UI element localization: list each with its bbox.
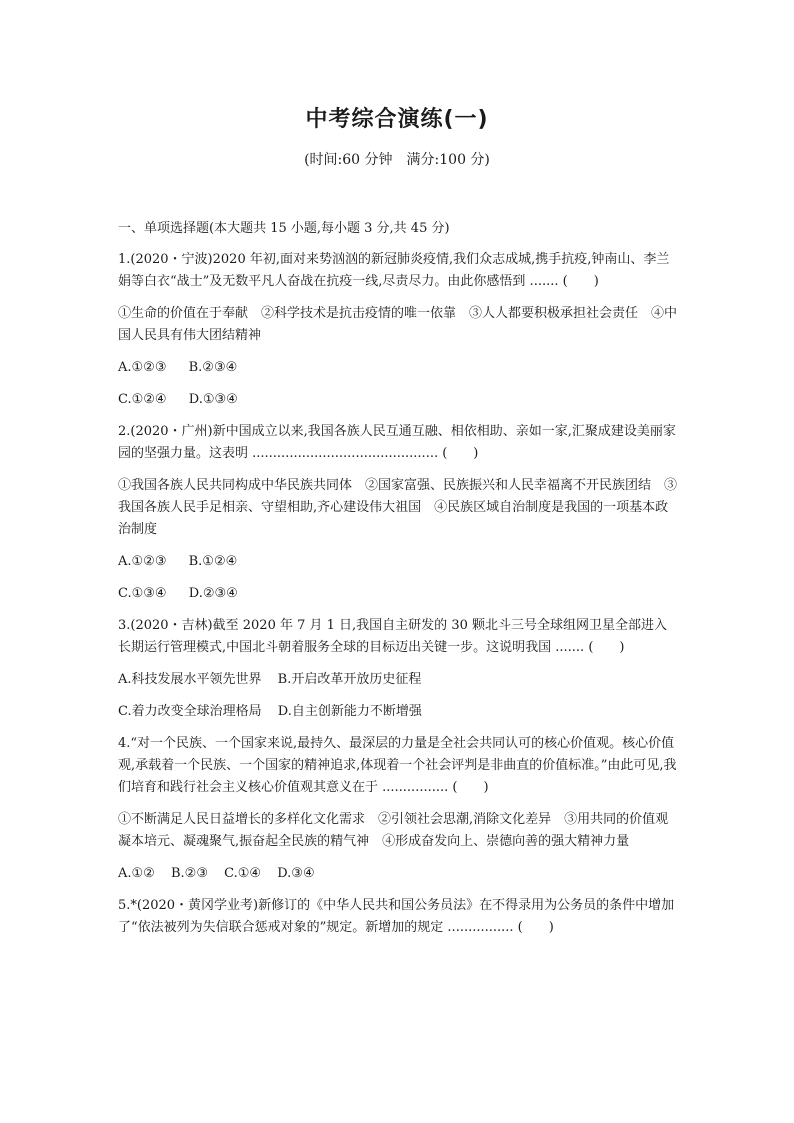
option-b: B.②③④ (188, 360, 238, 375)
question-5 (118, 895, 678, 939)
question-statements: ①生命的价值在于奉献 ②科学技术是抗击疫情的唯一依靠 ③人人都要积极承担社会责任 ④中国人民具有伟大团结精神 (118, 306, 678, 343)
option-line (118, 357, 678, 379)
option-a: A.①②③ (118, 554, 167, 569)
question-stem: 3.(2020・吉林)截至 2020 年 7 月 1 日,我国自主研发的 30 颗北斗三号全球组网卫星全部进入长期运行管理模式,中国北斗朝着服务全球的目标迈出关键一步。这说明我国 ....... ( ) (118, 618, 667, 655)
question-1 (118, 249, 678, 411)
question-stem: 2.(2020・广州)新中国成立以来,我国各族人民互通互融、相依相助、亲如一家,汇聚成建设美丽家园的坚强力量。这表明 ............................................. ( ) (118, 424, 676, 461)
page-title: 中考综合演练(一) (305, 107, 489, 132)
question-stem: 5.*(2020・黄冈学业考)新修订的《中华人民共和国公务员法》在不得录用为公务员的条件中增加了“依法被列为失信联合惩戒对象的”规定。新增加的规定 ................ ( ) (118, 898, 675, 935)
option-line (118, 583, 678, 605)
option-d: D.自主创新能力不断增强 (277, 704, 422, 719)
option-line (118, 669, 678, 691)
option-line (118, 863, 678, 885)
question-statements: ①我国各族人民共同构成中华民族共同体 ②国家富强、民族振兴和人民幸福离不开民族团结 ③我国各族人民手足相亲、守望相助,齐心建设伟大祖国 ④民族区域自治制度是我国的一项基本政治制度 (118, 478, 678, 537)
question-2 (118, 421, 678, 605)
option-line (118, 551, 678, 573)
section-heading: 一、单项选择题(本大题共 15 小题,每小题 3 分,共 45 分) (118, 221, 450, 236)
option-c: C.①②④ (118, 392, 167, 407)
option-d: D.②③④ (188, 586, 238, 601)
option-c: C.①④ (224, 866, 262, 881)
option-c: C.着力改变全球治理格局 (118, 704, 262, 719)
option-b: B.①②④ (188, 554, 238, 569)
question-stem: 1.(2020・宁波)2020 年初,面对来势汹汹的新冠肺炎疫情,我们众志成城,携手抗疫,钟南山、李兰娟等白衣“战士”及无数平凡人奋战在抗疫一线,尽责尽力。由此你感悟到 ....... ( ) (118, 252, 670, 289)
question-stem: 4.“对一个民族、一个国家来说,最持久、最深层的力量是全社会共同认可的核心价值观。核心价值观,承载着一个民族、一个国家的精神追求,体现着一个社会评判是非曲直的价值标准。”由此可见,我们培育和践行社会主义核心价值观其意义在于 ................ ( ) (118, 736, 677, 795)
option-a: A.科技发展水平领先世界 (118, 672, 262, 687)
page-subtitle: (时间:60 分钟 满分:100 分) (304, 152, 490, 168)
option-b: B.开启改革开放历史征程 (277, 672, 422, 687)
option-a: A.①② (118, 866, 155, 881)
option-line (118, 701, 678, 723)
exam-content (118, 218, 678, 949)
option-d: D.①③④ (188, 392, 238, 407)
option-b: B.②③ (170, 866, 208, 881)
option-d: D.③④ (277, 866, 315, 881)
question-4 (118, 733, 678, 885)
option-a: A.①②③ (118, 360, 167, 375)
question-3 (118, 615, 678, 723)
option-line (118, 389, 678, 411)
option-c: C.①③④ (118, 586, 167, 601)
question-statements: ①不断满足人民日益增长的多样化文化需求 ②引领社会思潮,消除文化差异 ③用共同的价值观凝本培元、凝魂聚气,振奋起全民族的精气神 ④形成奋发向上、崇德向善的强大精神力量 (118, 812, 669, 849)
